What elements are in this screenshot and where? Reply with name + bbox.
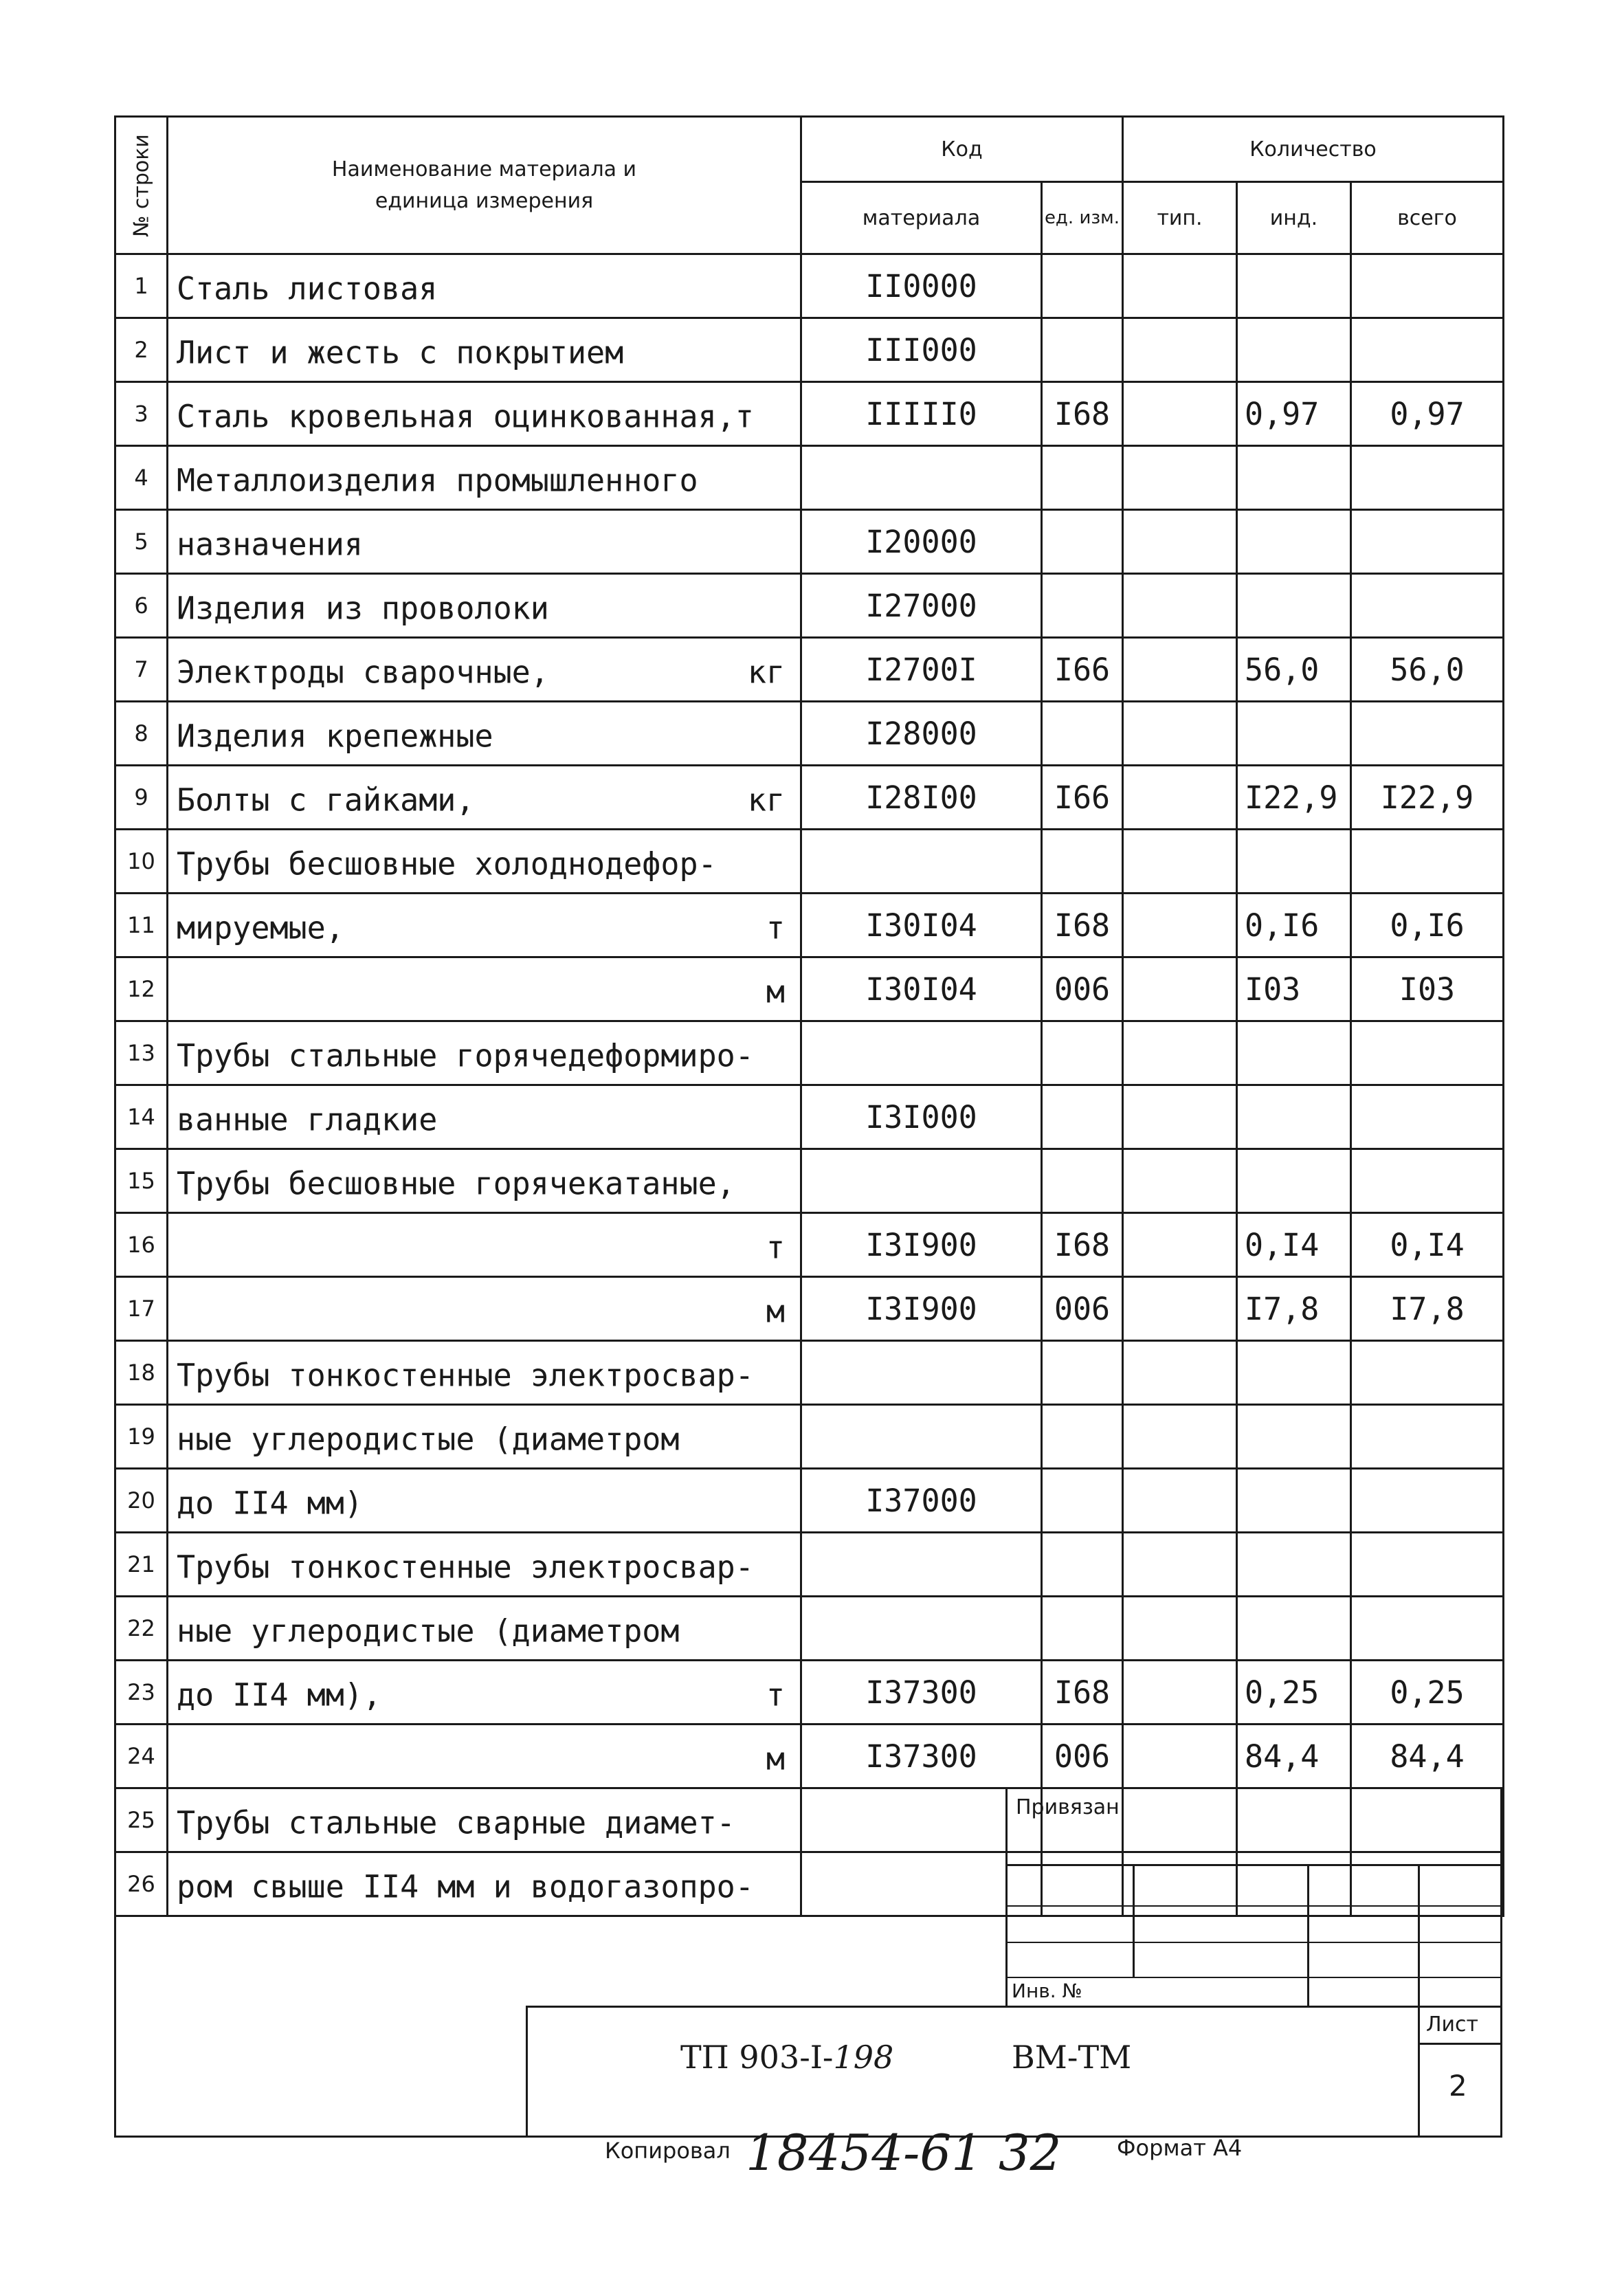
material-name-text: Сталь кровельная оцинкованная,т xyxy=(177,398,754,435)
qty-individual-cell xyxy=(1237,1533,1351,1597)
qty-total-cell xyxy=(1351,574,1504,638)
table-row xyxy=(115,1085,1504,1149)
material-code-cell xyxy=(801,1533,1042,1597)
qty-individual-cell xyxy=(1237,1341,1351,1405)
row-number-cell: 23 xyxy=(115,1661,168,1725)
material-code-cell: I30I04 xyxy=(801,894,1042,957)
table-row xyxy=(115,638,1504,702)
unit-text: м xyxy=(766,973,785,1010)
material-name-text: Трубы бесшовные холоднодефор- xyxy=(177,845,717,883)
material-code-cell: I20000 xyxy=(801,510,1042,574)
unit-text: кг xyxy=(747,781,785,819)
stamp-col-line xyxy=(1307,1864,1309,2006)
stamp-grid-line xyxy=(1005,1942,1500,1943)
qty-typical-cell xyxy=(1123,318,1237,382)
table-row xyxy=(115,830,1504,894)
material-name-text: Лист и жесть с покрытием xyxy=(177,334,624,371)
material-name-cell xyxy=(168,830,801,894)
qty-individual-cell xyxy=(1237,1788,1351,1852)
copied-number: 18454-61 32 xyxy=(746,2124,1062,2182)
format-label: Формат А4 xyxy=(1117,2135,1243,2161)
unit-code-cell xyxy=(1042,1533,1123,1597)
material-name-text: Трубы стальные горячедеформиро- xyxy=(177,1037,754,1074)
qty-individual-cell: I7,8 xyxy=(1237,1277,1351,1341)
qty-typical-cell xyxy=(1123,1021,1237,1085)
material-name-text: до II4 мм) xyxy=(177,1485,363,1522)
qty-total-cell xyxy=(1351,1149,1504,1213)
frame-left-line xyxy=(114,1787,116,2138)
material-name-cell xyxy=(168,1533,801,1597)
unit-code-cell: 006 xyxy=(1042,957,1123,1021)
material-name-cell xyxy=(168,510,801,574)
row-number-cell: 21 xyxy=(115,1533,168,1597)
qty-individual-cell xyxy=(1237,318,1351,382)
qty-typical-cell xyxy=(1123,1341,1237,1405)
qty-individual-cell xyxy=(1237,1085,1351,1149)
table-row xyxy=(115,1469,1504,1533)
qty-typical-cell xyxy=(1123,702,1237,766)
unit-code-cell xyxy=(1042,1021,1123,1085)
qty-typical-cell xyxy=(1123,446,1237,510)
unit-code-cell xyxy=(1042,702,1123,766)
material-name-cell xyxy=(168,382,801,446)
material-name-text: Изделия из проволоки xyxy=(177,590,549,627)
materials-table xyxy=(114,115,1504,1917)
material-name-cell xyxy=(168,1277,801,1341)
unit-code-cell xyxy=(1042,1085,1123,1149)
qty-individual-cell: 84,4 xyxy=(1237,1725,1351,1788)
qty-typical-cell xyxy=(1123,830,1237,894)
table-row xyxy=(115,1725,1504,1788)
sheet-label: Лист xyxy=(1426,2013,1479,2037)
row-number-cell: 5 xyxy=(115,510,168,574)
row-number-cell: 14 xyxy=(115,1085,168,1149)
sheet-number: 2 xyxy=(1449,2069,1467,2103)
table-row xyxy=(115,1277,1504,1341)
frame-right-line xyxy=(1500,1787,1502,2138)
qty-total-cell: 0,97 xyxy=(1351,382,1504,446)
material-name-cell xyxy=(168,318,801,382)
material-code-cell: I2700I xyxy=(801,638,1042,702)
row-number-cell: 16 xyxy=(115,1213,168,1277)
row-number-cell: 11 xyxy=(115,894,168,957)
qty-typical-cell xyxy=(1123,1149,1237,1213)
unit-code-cell xyxy=(1042,1341,1123,1405)
material-code-cell: IIIII0 xyxy=(801,382,1042,446)
stamp-left-line xyxy=(1005,1787,1008,2007)
material-name-text: ром свыше II4 мм и водогазопро- xyxy=(177,1868,754,1905)
qty-individual-cell: I22,9 xyxy=(1237,766,1351,830)
qty-total-cell xyxy=(1351,1533,1504,1597)
qty-total-cell: I03 xyxy=(1351,957,1504,1021)
qty-total-cell xyxy=(1351,1469,1504,1533)
qty-individual-cell: 56,0 xyxy=(1237,638,1351,702)
unit-code-cell: I66 xyxy=(1042,766,1123,830)
material-code-cell xyxy=(801,1341,1042,1405)
material-name-text: назначения xyxy=(177,526,363,563)
row-number-cell: 10 xyxy=(115,830,168,894)
material-code-cell xyxy=(801,1405,1042,1469)
table-row xyxy=(115,1341,1504,1405)
material-code-cell: I30I04 xyxy=(801,957,1042,1021)
qty-individual-cell xyxy=(1237,1597,1351,1661)
material-name-cell xyxy=(168,1213,801,1277)
unit-code-cell xyxy=(1042,1597,1123,1661)
sheet-box-mid-line xyxy=(1418,2043,1500,2045)
qty-total-cell xyxy=(1351,1085,1504,1149)
unit-code-cell: I68 xyxy=(1042,382,1123,446)
qty-typical-cell xyxy=(1123,1725,1237,1788)
header-code-group: Код xyxy=(801,117,1123,182)
row-number-cell: 24 xyxy=(115,1725,168,1788)
qty-total-cell xyxy=(1351,1788,1504,1852)
qty-total-cell xyxy=(1351,254,1504,318)
document-code-handwritten: 198 xyxy=(833,2039,894,2076)
table-row xyxy=(115,1788,1504,1852)
code-block-left-line xyxy=(526,2006,528,2136)
qty-total-cell xyxy=(1351,702,1504,766)
document-code: ТП 903-I-198 xyxy=(680,2039,894,2076)
material-name-cell xyxy=(168,1341,801,1405)
row-number-cell: 1 xyxy=(115,254,168,318)
qty-typical-cell xyxy=(1123,1597,1237,1661)
qty-total-cell xyxy=(1351,1021,1504,1085)
qty-total-cell: 0,25 xyxy=(1351,1661,1504,1725)
material-name-text: Трубы тонкостенные электросвар- xyxy=(177,1549,754,1586)
material-code-cell: II0000 xyxy=(801,254,1042,318)
qty-total-cell: 56,0 xyxy=(1351,638,1504,702)
stamp-grid-line xyxy=(1005,1905,1500,1907)
row-number-cell: 26 xyxy=(115,1852,168,1916)
table-row xyxy=(115,766,1504,830)
material-name-cell xyxy=(168,574,801,638)
unit-code-cell: I68 xyxy=(1042,894,1123,957)
table-row xyxy=(115,957,1504,1021)
row-number-cell: 6 xyxy=(115,574,168,638)
material-code-cell xyxy=(801,1021,1042,1085)
row-number-cell: 17 xyxy=(115,1277,168,1341)
code-block-top-line xyxy=(526,2006,1500,2008)
material-name-cell xyxy=(168,894,801,957)
material-name-text: Трубы стальные сварные диамет- xyxy=(177,1804,735,1841)
unit-code-cell xyxy=(1042,1405,1123,1469)
material-code-cell: I37300 xyxy=(801,1661,1042,1725)
unit-text: м xyxy=(766,1740,785,1777)
material-name-text: Изделия крепежные xyxy=(177,718,493,755)
row-number-cell: 13 xyxy=(115,1021,168,1085)
qty-total-cell xyxy=(1351,446,1504,510)
unit-code-cell: I66 xyxy=(1042,638,1123,702)
qty-typical-cell xyxy=(1123,1788,1237,1852)
unit-code-cell xyxy=(1042,446,1123,510)
unit-code-cell xyxy=(1042,1469,1123,1533)
qty-individual-cell: 0,I6 xyxy=(1237,894,1351,957)
material-name-cell xyxy=(168,446,801,510)
material-name-cell xyxy=(168,1725,801,1788)
qty-typical-cell xyxy=(1123,1469,1237,1533)
header-unit-code: ед. изм. xyxy=(1042,182,1123,254)
row-number-cell: 22 xyxy=(115,1597,168,1661)
unit-code-cell: I68 xyxy=(1042,1661,1123,1725)
qty-typical-cell xyxy=(1123,1277,1237,1341)
inventory-label: Инв. № xyxy=(1012,1980,1082,2002)
header-material-name: Наименование материала и единица измерения xyxy=(168,117,801,254)
qty-typical-cell xyxy=(1123,1533,1237,1597)
row-number-cell: 18 xyxy=(115,1341,168,1405)
qty-total-cell xyxy=(1351,510,1504,574)
material-name-text: мируемые, xyxy=(177,909,344,946)
material-code-cell: I28000 xyxy=(801,702,1042,766)
header-quantity-group: Количество xyxy=(1123,117,1504,182)
row-number-cell: 4 xyxy=(115,446,168,510)
unit-text: т xyxy=(766,1229,785,1266)
material-name-text: ванные гладкие xyxy=(177,1101,438,1138)
table-row xyxy=(115,510,1504,574)
qty-total-cell xyxy=(1351,1341,1504,1405)
qty-typical-cell xyxy=(1123,254,1237,318)
row-number-cell: 2 xyxy=(115,318,168,382)
material-name-cell xyxy=(168,957,801,1021)
material-name-text: Болты с гайками, xyxy=(177,781,475,819)
bound-label: Привязан xyxy=(1016,1795,1120,1819)
qty-individual-cell: 0,I4 xyxy=(1237,1213,1351,1277)
material-code-cell: III000 xyxy=(801,318,1042,382)
table-row xyxy=(115,1213,1504,1277)
material-code-cell: I28I00 xyxy=(801,766,1042,830)
qty-individual-cell xyxy=(1237,446,1351,510)
qty-typical-cell xyxy=(1123,957,1237,1021)
material-name-text: Сталь листовая xyxy=(177,270,438,307)
row-number-cell: 9 xyxy=(115,766,168,830)
table-row xyxy=(115,1021,1504,1085)
table-row xyxy=(115,1405,1504,1469)
row-number-cell: 19 xyxy=(115,1405,168,1469)
header-qty-typical: тип. xyxy=(1123,182,1237,254)
qty-total-cell: 84,4 xyxy=(1351,1725,1504,1788)
qty-total-cell xyxy=(1351,318,1504,382)
table-row xyxy=(115,1533,1504,1597)
table-row xyxy=(115,318,1504,382)
material-code-cell xyxy=(801,1597,1042,1661)
qty-total-cell: I7,8 xyxy=(1351,1277,1504,1341)
row-number-cell: 25 xyxy=(115,1788,168,1852)
material-name-cell xyxy=(168,1661,801,1725)
qty-total-cell xyxy=(1351,1405,1504,1469)
qty-total-cell xyxy=(1351,830,1504,894)
table-row xyxy=(115,1597,1504,1661)
qty-total-cell: 0,I4 xyxy=(1351,1213,1504,1277)
qty-total-cell: I22,9 xyxy=(1351,766,1504,830)
material-name-cell xyxy=(168,766,801,830)
unit-code-cell xyxy=(1042,254,1123,318)
qty-individual-cell xyxy=(1237,702,1351,766)
row-number-cell: 20 xyxy=(115,1469,168,1533)
table-row xyxy=(115,382,1504,446)
qty-individual-cell: I03 xyxy=(1237,957,1351,1021)
material-name-cell xyxy=(168,1852,801,1916)
header-qty-individual: инд. xyxy=(1237,182,1351,254)
material-code-cell xyxy=(801,830,1042,894)
material-name-cell xyxy=(168,254,801,318)
row-number-cell: 8 xyxy=(115,702,168,766)
material-name-cell xyxy=(168,702,801,766)
qty-typical-cell xyxy=(1123,574,1237,638)
stamp-col-line xyxy=(1133,1864,1135,1977)
document-mark: ВМ-ТМ xyxy=(1012,2039,1132,2076)
material-code-cell: I27000 xyxy=(801,574,1042,638)
material-name-text: Металлоизделия промышленного xyxy=(177,462,698,499)
unit-code-cell: 006 xyxy=(1042,1725,1123,1788)
qty-typical-cell xyxy=(1123,1405,1237,1469)
qty-individual-cell xyxy=(1237,510,1351,574)
material-name-cell xyxy=(168,1405,801,1469)
qty-individual-cell xyxy=(1237,830,1351,894)
unit-code-cell: I68 xyxy=(1042,1213,1123,1277)
table-row xyxy=(115,574,1504,638)
material-name-text: Трубы бесшовные горячекатаные, xyxy=(177,1165,735,1202)
row-number-cell: 3 xyxy=(115,382,168,446)
material-name-cell xyxy=(168,1597,801,1661)
material-name-cell xyxy=(168,1469,801,1533)
unit-text: м xyxy=(766,1293,785,1330)
material-name-text: Трубы тонкостенные электросвар- xyxy=(177,1357,754,1394)
material-code-cell: I3I900 xyxy=(801,1213,1042,1277)
material-name-cell xyxy=(168,1021,801,1085)
material-name-text: ные углеродистые (диаметром xyxy=(177,1612,680,1650)
unit-text: т xyxy=(766,1676,785,1714)
table-row xyxy=(115,894,1504,957)
qty-individual-cell xyxy=(1237,1405,1351,1469)
material-code-cell: I37300 xyxy=(801,1725,1042,1788)
material-name-text: ные углеродистые (диаметром xyxy=(177,1421,680,1458)
qty-typical-cell xyxy=(1123,894,1237,957)
unit-code-cell xyxy=(1042,510,1123,574)
unit-text: т xyxy=(766,909,785,946)
qty-typical-cell xyxy=(1123,638,1237,702)
material-name-cell xyxy=(168,1788,801,1852)
unit-text: кг xyxy=(747,654,785,691)
qty-individual-cell xyxy=(1237,1149,1351,1213)
sheet-box-left-line xyxy=(1418,2006,1420,2136)
header-material-code: материала xyxy=(801,182,1042,254)
qty-total-cell: 0,I6 xyxy=(1351,894,1504,957)
row-number-cell: 15 xyxy=(115,1149,168,1213)
row-number-cell: 7 xyxy=(115,638,168,702)
qty-individual-cell xyxy=(1237,574,1351,638)
material-code-cell: I3I000 xyxy=(801,1085,1042,1149)
stamp-grid-line xyxy=(1005,1977,1500,1978)
table-row xyxy=(115,1661,1504,1725)
material-code-cell: I37000 xyxy=(801,1469,1042,1533)
qty-individual-cell xyxy=(1237,254,1351,318)
unit-code-cell: 006 xyxy=(1042,1277,1123,1341)
row-number-cell: 12 xyxy=(115,957,168,1021)
qty-individual-cell xyxy=(1237,1021,1351,1085)
copied-label: Копировал xyxy=(605,2138,731,2164)
material-code-cell xyxy=(801,446,1042,510)
qty-typical-cell xyxy=(1123,1661,1237,1725)
table-row xyxy=(115,254,1504,318)
table-row xyxy=(115,446,1504,510)
qty-total-cell xyxy=(1351,1597,1504,1661)
material-name-text: до II4 мм), xyxy=(177,1676,382,1714)
qty-individual-cell xyxy=(1237,1469,1351,1533)
unit-code-cell xyxy=(1042,830,1123,894)
qty-typical-cell xyxy=(1123,1213,1237,1277)
table-row xyxy=(115,702,1504,766)
qty-individual-cell: 0,97 xyxy=(1237,382,1351,446)
unit-code-cell xyxy=(1042,318,1123,382)
material-code-cell xyxy=(801,1149,1042,1213)
qty-typical-cell xyxy=(1123,510,1237,574)
qty-typical-cell xyxy=(1123,1085,1237,1149)
table-row xyxy=(115,1149,1504,1213)
qty-individual-cell: 0,25 xyxy=(1237,1661,1351,1725)
stamp-grid-line xyxy=(1005,1864,1500,1866)
material-name-cell xyxy=(168,638,801,702)
header-row-number: № строки xyxy=(115,117,168,254)
material-name-cell xyxy=(168,1149,801,1213)
unit-code-cell xyxy=(1042,1149,1123,1213)
unit-code-cell xyxy=(1042,574,1123,638)
header-qty-total: всего xyxy=(1351,182,1504,254)
material-name-text: Электроды сварочные, xyxy=(177,654,549,691)
qty-typical-cell xyxy=(1123,382,1237,446)
qty-typical-cell xyxy=(1123,766,1237,830)
stamp-col-line xyxy=(1418,1864,1420,2006)
material-code-cell: I3I900 xyxy=(801,1277,1042,1341)
material-name-cell xyxy=(168,1085,801,1149)
